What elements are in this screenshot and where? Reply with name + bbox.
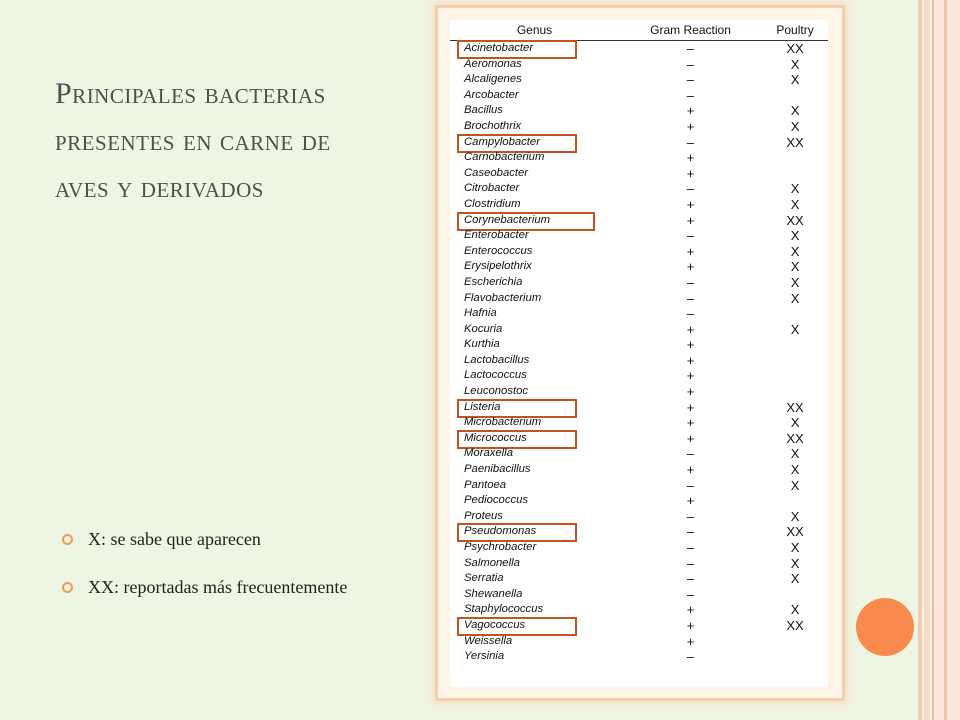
gram-reaction-cell: – — [686, 555, 695, 571]
genus-label: Kocuria — [464, 322, 503, 335]
genus-label: Bacillus — [464, 104, 503, 117]
table-row — [450, 353, 828, 369]
orange-circle-icon — [856, 598, 914, 656]
gram-reaction-cell: – — [686, 306, 695, 322]
gram-reaction-cell: + — [686, 150, 695, 166]
table-row — [450, 150, 828, 166]
poultry-cell: X — [790, 415, 800, 431]
genus-cell — [450, 368, 619, 384]
poultry-cell: XX — [786, 430, 804, 446]
table-row — [450, 166, 828, 182]
gram-reaction-cell: – — [686, 87, 695, 103]
genus-cell — [450, 259, 619, 275]
table-row — [450, 618, 828, 634]
table-row — [450, 244, 828, 260]
genus-cell — [450, 197, 619, 213]
poultry-cell: X — [790, 508, 800, 524]
genus-cell — [450, 135, 619, 151]
gram-reaction-cell: – — [686, 446, 695, 462]
poultry-cell — [762, 150, 828, 166]
genus-label: Moraxella — [464, 447, 513, 460]
highlighted-genus-label: Micrococcus — [464, 431, 527, 447]
poultry-cell: X — [790, 571, 800, 587]
genus-label: Erysipelothrix — [464, 260, 532, 273]
highlighted-genus-label: Acinetobacter — [464, 41, 533, 57]
gram-reaction-cell: + — [686, 602, 695, 618]
table-row — [450, 228, 828, 244]
genus-label: Flavobacterium — [464, 291, 542, 304]
table-row — [450, 259, 828, 275]
header-gram-reaction: Gram Reaction — [619, 20, 762, 41]
poultry-cell: X — [790, 259, 800, 275]
gram-reaction-cell: – — [686, 41, 695, 56]
poultry-cell — [762, 353, 828, 369]
genus-label: Weissella — [464, 634, 513, 647]
poultry-cell: X — [790, 228, 800, 244]
genus-label: Kurthia — [464, 338, 500, 351]
genus-cell — [450, 602, 619, 618]
poultry-cell — [762, 384, 828, 400]
table-row — [450, 587, 828, 603]
legend-bullets — [62, 528, 392, 598]
highlighted-genus-label: Listeria — [464, 400, 500, 416]
genus-cell — [450, 181, 619, 197]
genus-label: Clostridium — [464, 197, 521, 210]
decor-stripe — [934, 0, 960, 720]
genus-cell — [450, 119, 619, 135]
poultry-cell: X — [790, 118, 800, 134]
gram-reaction-cell: – — [686, 524, 695, 540]
genus-cell — [450, 322, 619, 338]
genus-cell — [450, 618, 619, 634]
table-row — [450, 649, 828, 665]
gram-reaction-cell: – — [686, 290, 695, 306]
gram-reaction-cell: – — [686, 540, 695, 555]
genus-cell — [450, 540, 619, 556]
genus-label: Serratia — [464, 572, 504, 585]
genus-cell — [450, 103, 619, 119]
gram-reaction-cell: + — [686, 321, 695, 337]
table-row — [450, 119, 828, 135]
table-body — [450, 41, 828, 665]
genus-cell — [450, 88, 619, 104]
genus-label: Psychrobacter — [464, 541, 537, 553]
genus-cell — [450, 400, 619, 416]
genus-cell — [450, 72, 619, 88]
genus-cell — [450, 462, 619, 478]
gram-reaction-cell: – — [686, 134, 695, 150]
gram-reaction-cell: – — [686, 228, 695, 244]
table-row — [450, 540, 828, 556]
table-row — [450, 509, 828, 525]
poultry-cell: X — [790, 72, 800, 88]
table-row — [450, 181, 828, 197]
genus-cell — [450, 649, 619, 665]
table-row — [450, 103, 828, 119]
genus-label: Alcaligenes — [464, 73, 522, 86]
genus-label: Paenibacillus — [464, 463, 531, 476]
genus-cell — [450, 306, 619, 322]
table-row — [450, 72, 828, 88]
gram-reaction-cell: + — [686, 462, 695, 478]
genus-label: Carnobacterium — [464, 151, 545, 164]
table-row — [450, 493, 828, 509]
highlighted-genus-label: Campylobacter — [464, 135, 540, 151]
genus-label: Pantoea — [464, 478, 507, 491]
ring-bullet-icon — [62, 534, 73, 545]
poultry-cell: X — [790, 477, 800, 493]
gram-reaction-cell: – — [686, 72, 695, 88]
legend-bullet-xx — [62, 576, 392, 598]
genus-label: Aeromonas — [464, 57, 522, 70]
gram-reaction-cell: + — [686, 493, 695, 509]
poultry-cell: X — [790, 446, 800, 462]
gram-reaction-cell: + — [686, 617, 695, 633]
genus-label: Caseobacter — [464, 166, 529, 179]
table-row — [450, 415, 828, 431]
genus-cell — [450, 415, 619, 431]
poultry-cell — [762, 166, 828, 182]
gram-reaction-cell: + — [686, 384, 695, 400]
table-row — [450, 400, 828, 416]
gram-reaction-cell: + — [686, 633, 695, 649]
poultry-cell: X — [790, 602, 800, 618]
header-poultry: Poultry — [762, 20, 828, 41]
gram-reaction-cell: – — [686, 571, 695, 587]
table-row — [450, 135, 828, 151]
table-row — [450, 322, 828, 338]
genus-label: Staphylococcus — [464, 603, 544, 616]
table-row — [450, 88, 828, 104]
poultry-cell — [762, 634, 828, 650]
poultry-cell: X — [790, 274, 800, 290]
table-row — [450, 634, 828, 650]
table-row — [450, 556, 828, 572]
table-row — [450, 462, 828, 478]
gram-reaction-cell: – — [686, 56, 695, 72]
genus-label: Lactobacillus — [464, 353, 530, 366]
genus-label: Salmonella — [464, 556, 520, 569]
decor-stripe — [924, 0, 930, 720]
genus-label: Escherichia — [464, 275, 523, 288]
table-header-row — [450, 20, 828, 41]
poultry-cell: XX — [786, 399, 804, 415]
table-row — [450, 446, 828, 462]
genus-cell — [450, 431, 619, 447]
gram-reaction-cell: + — [686, 337, 695, 353]
highlighted-genus-label: Corynebacterium — [464, 213, 550, 229]
table-row — [450, 524, 828, 540]
genus-label: Shewanella — [464, 587, 523, 600]
poultry-cell: X — [790, 540, 800, 555]
decor-stripe — [944, 0, 947, 720]
genus-label: Brochothrix — [464, 119, 522, 132]
gram-reaction-cell: + — [686, 165, 695, 181]
poultry-cell: X — [790, 196, 800, 212]
gram-reaction-cell: – — [686, 477, 695, 493]
genus-cell — [450, 587, 619, 603]
genus-label: Enterococcus — [464, 244, 533, 257]
genus-cell — [450, 556, 619, 572]
gram-reaction-cell: + — [686, 430, 695, 446]
poultry-cell: X — [790, 462, 800, 478]
legend-bullet-x — [62, 528, 392, 550]
slide-title: Principales bacterias presentes en carne de aves y derivados — [55, 77, 331, 204]
genus-cell — [450, 384, 619, 400]
table-row — [450, 41, 828, 57]
highlighted-genus-label: Vagococcus — [464, 618, 525, 634]
decor-stripe — [918, 0, 922, 720]
table-row — [450, 431, 828, 447]
genus-cell — [450, 275, 619, 291]
poultry-cell — [762, 337, 828, 353]
genus-cell — [450, 213, 619, 229]
genus-cell — [450, 493, 619, 509]
genus-cell — [450, 353, 619, 369]
legend-bullet-text: XX: reportadas más frecuentemente — [88, 577, 348, 597]
gram-reaction-cell: – — [686, 649, 695, 665]
poultry-cell — [762, 88, 828, 104]
table-row — [450, 384, 828, 400]
poultry-cell: XX — [786, 212, 804, 228]
poultry-cell — [762, 493, 828, 509]
legend-bullet-text: X: se sabe que aparecen — [88, 529, 261, 549]
gram-reaction-cell: + — [686, 243, 695, 259]
poultry-cell — [762, 587, 828, 603]
poultry-cell: X — [790, 56, 800, 72]
genus-label: Microbacterium — [464, 416, 542, 429]
gram-reaction-cell: + — [686, 415, 695, 431]
gram-reaction-cell: – — [686, 274, 695, 290]
genus-label: Pediococcus — [464, 494, 529, 507]
gram-reaction-cell: + — [686, 196, 695, 212]
poultry-cell — [762, 649, 828, 665]
genus-label: Yersinia — [464, 650, 505, 663]
genus-cell — [450, 571, 619, 587]
table-row — [450, 213, 828, 229]
gram-reaction-cell: – — [686, 508, 695, 524]
gram-reaction-cell: + — [686, 259, 695, 275]
gram-reaction-cell: + — [686, 118, 695, 134]
highlighted-genus-label: Pseudomonas — [464, 524, 536, 540]
genus-cell — [450, 478, 619, 494]
poultry-cell: X — [790, 555, 800, 571]
genus-label: Hafnia — [464, 307, 497, 320]
bacteria-table-container — [450, 20, 828, 687]
genus-label: Citrobacter — [464, 182, 520, 195]
gram-reaction-cell: + — [686, 352, 695, 368]
gram-reaction-cell: + — [686, 368, 695, 384]
poultry-cell: XX — [786, 524, 804, 540]
poultry-cell: X — [790, 243, 800, 259]
gram-reaction-cell: + — [686, 212, 695, 228]
genus-label: Enterobacter — [464, 229, 529, 242]
gram-reaction-cell: – — [686, 586, 695, 602]
poultry-cell: X — [790, 290, 800, 306]
header-genus: Genus — [450, 20, 619, 41]
poultry-cell — [762, 306, 828, 322]
table-row — [450, 291, 828, 307]
gram-reaction-cell: + — [686, 399, 695, 415]
genus-label: Leuconostoc — [464, 385, 529, 398]
genus-cell — [450, 524, 619, 540]
table-row — [450, 478, 828, 494]
table-row — [450, 368, 828, 384]
poultry-cell: X — [790, 321, 800, 337]
genus-cell — [450, 244, 619, 260]
table-frame — [438, 8, 842, 698]
gram-reaction-cell: – — [686, 181, 695, 197]
poultry-cell: XX — [786, 41, 804, 56]
genus-cell — [450, 291, 619, 307]
genus-cell — [450, 166, 619, 182]
gram-reaction-cell: + — [686, 103, 695, 119]
poultry-cell: X — [790, 181, 800, 197]
table-row — [450, 197, 828, 213]
genus-cell — [450, 150, 619, 166]
poultry-cell: X — [790, 103, 800, 119]
table-row — [450, 306, 828, 322]
genus-label: Arcobacter — [464, 88, 519, 101]
table-row — [450, 571, 828, 587]
poultry-cell: XX — [786, 617, 804, 633]
poultry-cell: XX — [786, 134, 804, 150]
table-row — [450, 602, 828, 618]
table-row — [450, 57, 828, 73]
ring-bullet-icon — [62, 582, 73, 593]
bacteria-table — [450, 20, 828, 665]
genus-cell — [450, 509, 619, 525]
genus-cell — [450, 337, 619, 353]
table-row — [450, 275, 828, 291]
poultry-cell — [762, 368, 828, 384]
genus-cell — [450, 41, 619, 57]
genus-label: Proteus — [464, 509, 503, 522]
table-row — [450, 337, 828, 353]
genus-label: Lactococcus — [464, 369, 527, 382]
